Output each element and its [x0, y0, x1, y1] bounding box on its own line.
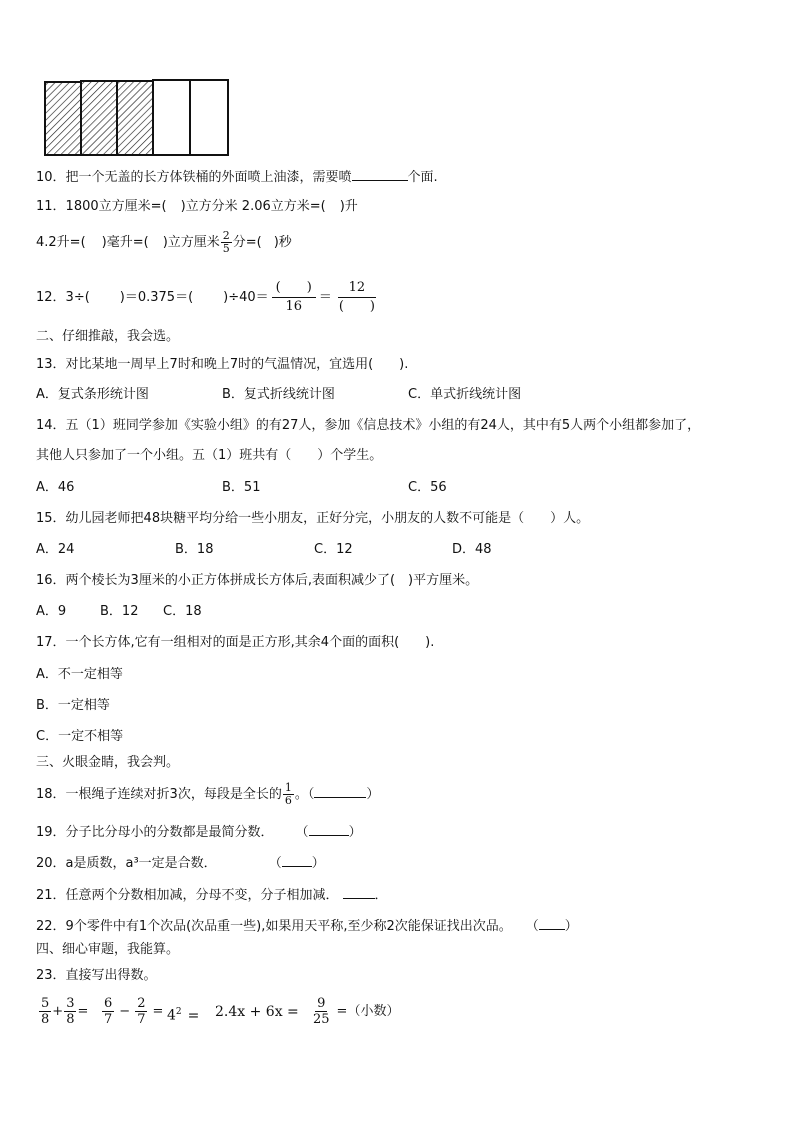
answer-blank[interactable]: [352, 167, 408, 181]
question-10: 10．把一个无盖的长方体铁桶的外面喷上油漆，需要喷 个面.: [36, 167, 438, 187]
expr-4-squared: $4^2$ =: [167, 1007, 200, 1024]
expr-5-8-plus-3-8: $\frac{5}{8}$ + $\frac{3}{8}$ =: [41, 996, 89, 1027]
hatched-cell-2: [81, 81, 117, 155]
question-17: 17．一个长方体,它有一组相对的面是正方形,其余4个面的面积( ).: [36, 635, 435, 650]
answer-blank[interactable]: [309, 822, 349, 836]
q14-option-a[interactable]: A．46: [36, 480, 75, 495]
question-12: 12．3÷( )＝0.375＝( )÷40＝ $\frac{( )}{16}$ ＝ $\frac{12}{( )}$: [36, 278, 382, 318]
hatched-cell-3: [117, 81, 153, 155]
q15-option-b[interactable]: B．18: [175, 542, 214, 557]
expr-9-25-decimal: $\frac{9}{25}$ =（小数）: [313, 996, 400, 1027]
fraction-blank-over-16: $\frac{( )}{16}$: [272, 279, 316, 316]
q17-option-b[interactable]: B．一定相等: [36, 698, 110, 713]
fraction-12-over-blank: $\frac{12}{( )}$: [338, 280, 375, 314]
q14-option-c[interactable]: C．56: [408, 480, 447, 495]
q13-option-c[interactable]: C．单式折线统计图: [408, 387, 522, 402]
question-13: 13．对比某地一周早上7时和晚上7时的气温情况，宜选用( ).: [36, 357, 409, 372]
q17-option-c[interactable]: C．一定不相等: [36, 729, 124, 744]
hatched-cell-1: [45, 82, 81, 155]
q15-option-c[interactable]: C．12: [314, 542, 353, 557]
q14-option-b[interactable]: B．51: [222, 480, 261, 495]
answer-blank[interactable]: [539, 916, 565, 930]
expr-6-7-minus-2-7: $\frac{6}{7}$ − $\frac{2}{7}$ =: [104, 996, 164, 1027]
question-20: 20．a是质数，a³一定是合数． （ ）: [36, 853, 325, 873]
question-11-line-2: 4.2升=( )毫升=( )立方厘米 $\frac{2}{5}$ 分=( )秒: [36, 229, 292, 255]
q17-option-a[interactable]: A．不一定相等: [36, 667, 123, 682]
q15-option-a[interactable]: A．24: [36, 542, 75, 557]
q16-option-c[interactable]: C．18: [163, 604, 202, 619]
empty-cell-4: [153, 80, 190, 155]
fraction-two-fifths: $\frac{2}{5}$: [222, 229, 230, 255]
q16-option-b[interactable]: B．12: [100, 604, 139, 619]
empty-cell-5: [190, 80, 228, 155]
question-22: 22．9个零件中有1个次品(次品重一些),如果用天平称,至少称2次能保证找出次品。 （ ）: [36, 916, 578, 936]
question-16: 16．两个棱长为3厘米的小正方体拼成长方体后,表面积减少了( )平方厘米。: [36, 573, 479, 588]
question-14-line-2: 其他人只参加了一个小组。五（1）班共有（ ）个学生。: [36, 448, 383, 463]
question-15: 15．幼儿园老师把48块糖平均分给一些小朋友，正好分完，小朋友的人数不可能是（ ）人。: [36, 511, 590, 526]
figure-cells: [45, 80, 228, 155]
q13-option-a[interactable]: A．复式条形统计图: [36, 387, 149, 402]
section-3-heading: 三、火眼金睛，我会判。: [36, 755, 180, 770]
q16-option-a[interactable]: A．9: [36, 604, 67, 619]
question-11-line-1: 11．1800立方厘米=( )立方分米 2.06立方米=( )升: [36, 199, 358, 214]
section-2-heading: 二、仔细推敲，我会选。: [36, 329, 180, 344]
question-14-line-1: 14．五（1）班同学参加《实验小组》的有27人，参加《信息技术》小组的有24人，其中有5人两个小组都参加了，: [36, 418, 701, 433]
expr-2.4x-plus-6x: 2.4x + 6x =: [215, 1004, 299, 1020]
question-18: 18．一根绳子连续对折3次，每段是全长的 $\frac{1}{6}$ 。（ ）: [36, 781, 380, 807]
question-19: 19．分子比分母小的分数都是最简分数． （ ）: [36, 822, 362, 842]
answer-blank[interactable]: [343, 885, 375, 899]
q15-option-d[interactable]: D．48: [452, 542, 492, 557]
question-23-title: 23．直接写出得数。: [36, 968, 157, 983]
question-21: 21．任意两个分数相加减，分母不变，分子相加减． ．: [36, 885, 388, 905]
q13-option-b[interactable]: B．复式折线统计图: [222, 387, 335, 402]
answer-blank[interactable]: [282, 853, 312, 867]
fraction-one-sixth: $\frac{1}{6}$: [284, 781, 292, 807]
hatched-rectangle-figure: [44, 79, 230, 157]
section-4-heading: 四、细心审题，我能算。: [36, 942, 180, 957]
answer-blank[interactable]: [314, 784, 366, 798]
